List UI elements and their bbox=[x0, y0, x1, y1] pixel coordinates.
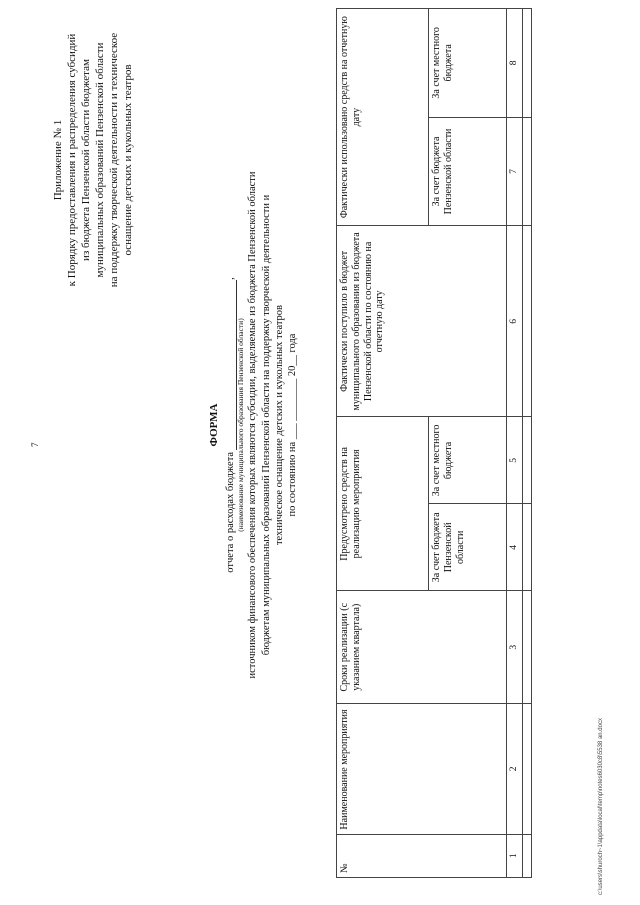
file-path-footer: c:\users\shuroch~1\appdata\local\temp\notes6030c8\5538 an.docx bbox=[598, 718, 604, 895]
header-received-funds: Фактически поступило в бюджет муниципального образования из бюджета Пензенской области по состоянию на отчетную дату bbox=[337, 226, 507, 417]
appendix-block bbox=[52, 10, 136, 310]
appendix-line: на поддержку творческой деятельности и техническое bbox=[107, 32, 120, 288]
header-number: № bbox=[337, 834, 507, 877]
report-table bbox=[336, 8, 526, 878]
column-number: 7 bbox=[507, 117, 523, 226]
subheader-regional-budget: За счет бюджета Пензенской области bbox=[429, 117, 507, 226]
appendix-heading: Приложение № 1 bbox=[52, 119, 64, 201]
empty-cell[interactable] bbox=[523, 117, 532, 226]
page-number: 7 bbox=[30, 442, 40, 447]
report-suffix: , bbox=[225, 277, 236, 280]
form-description bbox=[224, 145, 299, 705]
empty-cell[interactable] bbox=[523, 834, 532, 877]
column-number: 1 bbox=[507, 834, 523, 877]
empty-cell[interactable] bbox=[523, 704, 532, 834]
appendix-line: оснащение детских и кукольных театров bbox=[121, 64, 134, 256]
municipality-note: (наименование муниципального образования Пензенской области) bbox=[236, 318, 246, 532]
empty-cell[interactable] bbox=[523, 9, 532, 118]
description-line: бюджетам муниципальных образований Пензенской области на поддержку творческой деятельности и bbox=[260, 194, 272, 656]
header-activity-name: Наименование мероприятия bbox=[337, 704, 507, 834]
description-line: источником финансового обеспечения которых являются субсидии, выделяемые из бюджета Пензенской области bbox=[247, 171, 259, 679]
column-number: 8 bbox=[507, 9, 523, 118]
header-used-funds: Фактически использовано средств на отчетную дату bbox=[337, 9, 429, 226]
header-implementation-period: Сроки реализации (с указанием квартала) bbox=[337, 591, 507, 704]
form-title: ФОРМА bbox=[208, 403, 220, 447]
appendix-line: из бюджета Пензенской области бюджетам bbox=[79, 59, 92, 261]
subheader-regional-budget: За счет бюджета Пензенской области bbox=[429, 504, 507, 591]
description-line: техническое оснащение детских и кукольных театров bbox=[273, 304, 285, 546]
column-number: 5 bbox=[507, 417, 523, 504]
empty-cell[interactable] bbox=[523, 417, 532, 504]
subheader-local-budget: За счет местного бюджета bbox=[429, 9, 507, 118]
header-planned-funds: Предусмотрено средств на реализацию мероприятия bbox=[337, 417, 429, 591]
column-number: 3 bbox=[507, 591, 523, 704]
empty-cell[interactable] bbox=[523, 504, 532, 591]
subheader-local-budget: За счет местного бюджета bbox=[429, 417, 507, 504]
report-prefix: отчета о расходах бюджета bbox=[225, 451, 236, 573]
report-date-line: по состоянию на ___ ________ 20__ года bbox=[286, 333, 298, 517]
appendix-line: к Порядку предоставления и распределения субсидий bbox=[65, 33, 78, 287]
empty-cell[interactable] bbox=[523, 591, 532, 704]
column-number: 6 bbox=[507, 226, 523, 417]
column-number: 2 bbox=[507, 704, 523, 834]
column-number: 4 bbox=[507, 504, 523, 591]
empty-cell[interactable] bbox=[523, 226, 532, 417]
appendix-line: муниципальных образований Пензенской области bbox=[93, 42, 106, 278]
